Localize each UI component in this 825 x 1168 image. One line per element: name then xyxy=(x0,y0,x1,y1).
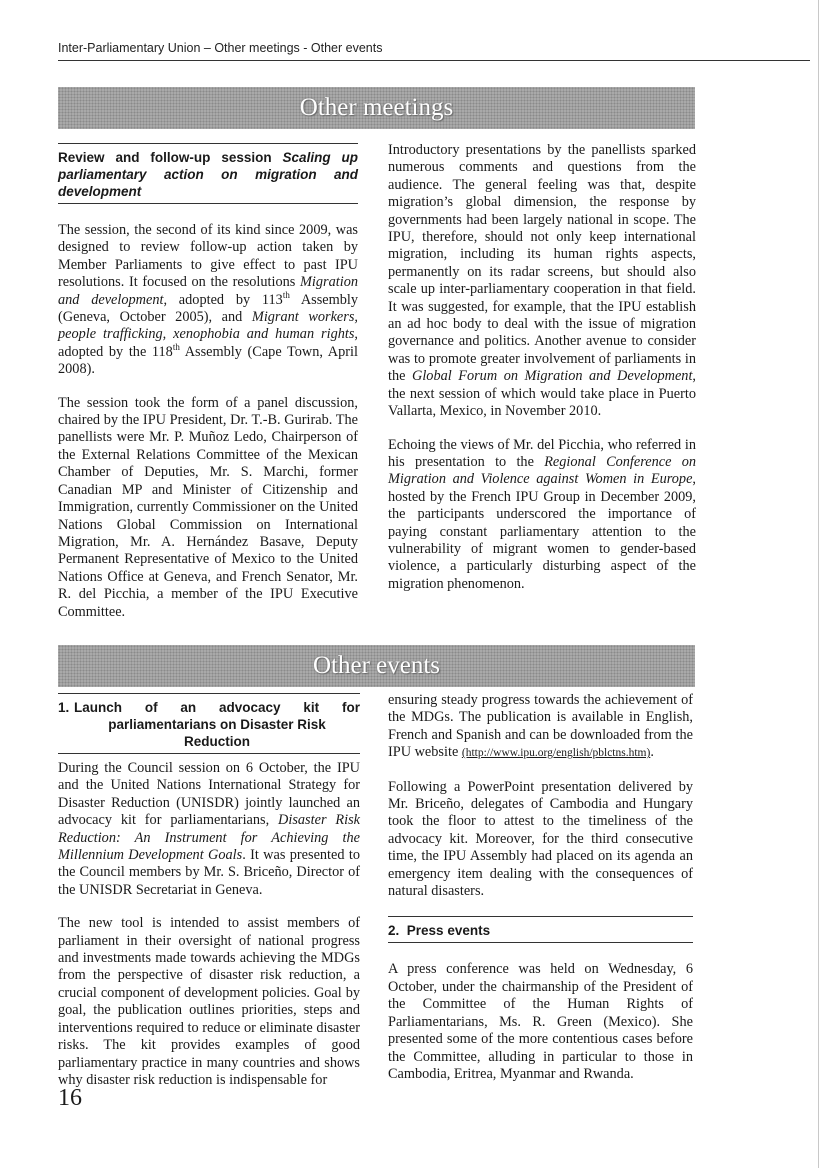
running-header: Inter-Parliamentary Union – Other meetings - Other events xyxy=(58,41,383,55)
ipu-website-link[interactable]: (http://www.ipu.org/english/pblctns.htm) xyxy=(461,747,651,760)
header-rule xyxy=(58,60,810,61)
events-right-column xyxy=(388,692,693,1099)
events-section-2-title: 2. Press events xyxy=(388,916,693,943)
meetings-left-column xyxy=(58,143,358,637)
events-right-paragraph-1: ensuring steady progress towards the achievement of the MDGs. The publication is available in English, French and Spanish and can be downloaded from the IPU website (http://www.ipu.org/english/pblctns.htm). xyxy=(388,692,693,761)
events-left-column xyxy=(58,693,360,1105)
meetings-left-paragraph-1: The session, the second of its kind since 2009, was designed to review follow-up action taken by Member Parliaments to give effect to past IPU resolutions. It focused on the resolutions Migration and development, adopted by 113th Assembly (Geneva, October 2005), and Migrant workers, people trafficking, xenophobia and human rights, adopted by the 118th Assembly (Cape Town, April 2008). xyxy=(58,222,359,378)
events-right-paragraph-2: Following a PowerPoint presentation delivered by Mr. Briceño, delegates of Cambodia and Hungary took the floor to attest to the timeliness of the advocacy kit. Moreover, for the third consecutive time, the IPU Assembly had placed on its agenda an emergency item dealing with the consequences of natural disasters. xyxy=(388,778,693,900)
meetings-left-paragraph-2: The session took the form of a panel discussion, chaired by the IPU President, Dr. T.-B. Gurirab. The panellists were Mr. P. Muñoz Ledo, Chairperson of the External Relations Committee of the Mexican Chamber of Deputies, Mr. S. Marchi, former Canadian MP and Minister of Citizenship and Immigration, currently Commissioner on the United Nations Global Commission on International Migration, Mr. A. Hernández Basave, Deputy Permanent Representative of Mexico to the United Nations Office at Geneva, and French Senator, Mr. R. del Picchia, a member of the IPU Executive Committee. xyxy=(58,394,358,620)
meetings-right-column xyxy=(388,142,696,609)
other-meetings-banner: Other meetings xyxy=(58,87,695,129)
events-left-paragraph-2: The new tool is intended to assist members of parliament in their oversight of national progress and investments made towards achieving the MDGs from the perspective of disaster risk reduction, a crucial component of development policies. Goal by goal, the publication outlines priorities, steps and interventions required to reduce or eliminate disaster risks. The kit provides examples of good parliamentary practice in many countries and shows why disaster risk reduction is indispensable for xyxy=(58,915,360,1088)
events-section-1-title: 1. Launch of an advocacy kit for parliamentarians on Disaster Risk Reduction xyxy=(58,693,360,754)
meetings-right-paragraph-1: Introductory presentations by the panellists sparked numerous comments and questions from the audience. The general feeling was that, despite migration’s global dimension, the response by governments had been largely national in scope. The IPU, therefore, should not only keep international migration, including its human rights aspects, permanently on its radar screens, but should also scale up inter-parliamentary cooperation in that field. It was suggested, for example, that the IPU establish an ad hoc body to deal with the issue of migration governance and politics. Another avenue to consider was to promote greater involvement of parliaments in the Global Forum on Migration and Development, the next session of which would take place in Puerto Vallarta, Mexico, in November 2010. xyxy=(388,142,696,420)
meetings-section-title: Review and follow-up session Scaling up parliamentary action on migration and development xyxy=(58,143,358,204)
page-number: 16 xyxy=(58,1085,82,1111)
scan-edge-line xyxy=(818,0,819,1168)
other-events-banner: Other events xyxy=(58,645,695,687)
meetings-right-paragraph-2: Echoing the views of Mr. del Picchia, who referred in his presentation to the Regional Conference on Migration and Violence against Women in Europe, hosted by the French IPU Group in December 2009, the participants underscored the importance of paying constant parliamentary attention to the vulnerability of migrant women to gender-based violence, a particularly disturbing aspect of the migration phenomenon. xyxy=(388,436,696,592)
events-right-paragraph-3: A press conference was held on Wednesday, 6 October, under the chairmanship of the President of the Committee of the Human Rights of Parliamentarians, Ms. R. Green (Mexico). She presented some of the more contentious cases before the Committee, alluding in particular to those in Cambodia, Eritrea, Myanmar and Rwanda. xyxy=(388,961,693,1082)
events-left-paragraph-1: During the Council session on 6 October, the IPU and the United Nations International Strategy for Disaster Reduction (UNISDR) jointly launched an advocacy kit for parliamentarians, Disaster Risk Reduction: An Instrument for Achieving the Millennium Development Goals. It was presented to the Council members by Mr. S. Briceño, Director of the UNISDR Secretariat in Geneva. xyxy=(58,760,360,898)
